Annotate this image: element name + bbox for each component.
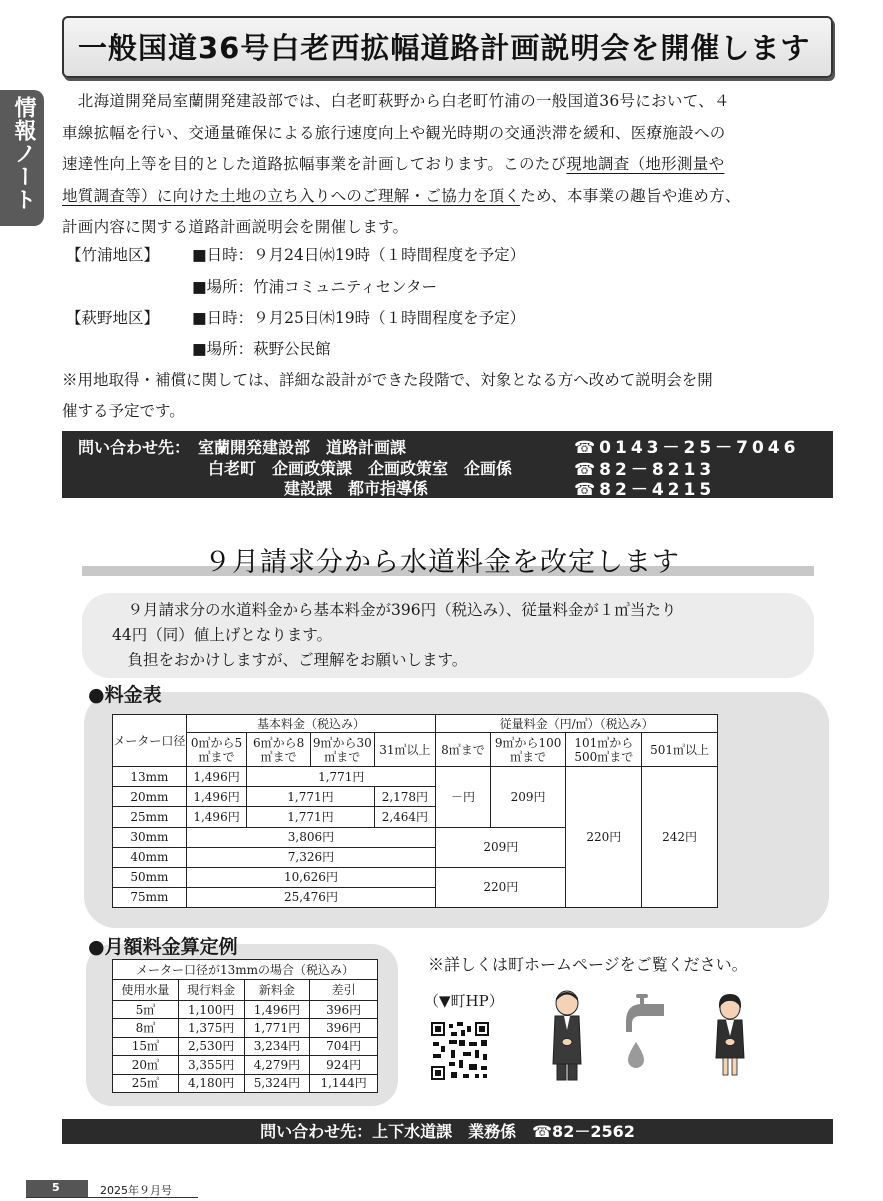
calc-cell: 1,100円 — [178, 1000, 244, 1018]
calc-cell: 3,234円 — [244, 1037, 310, 1055]
rate-cell: 1,771円 — [247, 767, 436, 787]
contact-name: 室蘭開発建設部 道路計画課 — [198, 438, 407, 457]
rate-cell: 220円 — [566, 767, 642, 908]
contact-phone: ☎82－4215 — [574, 480, 716, 500]
rate-heading: ●料金表 — [88, 684, 162, 706]
meter-size: 75mm — [113, 887, 187, 907]
calc-cell: 396円 — [310, 1000, 378, 1018]
calc-cell: 4,180円 — [178, 1074, 244, 1092]
header-meter: メーター口径 — [113, 715, 187, 767]
district-takeura: 【竹浦地区】 — [66, 246, 160, 264]
header-basic: 基本料金（税込み） — [186, 715, 435, 733]
footer-rule — [26, 1197, 198, 1198]
body-line: 計画内容に関する道路計画説明会を開催します。 — [62, 218, 409, 236]
district-hagino: 【萩野地区】 — [66, 309, 160, 327]
calc-cell: 8㎥ — [113, 1019, 179, 1037]
contact-phone: ☎82－8213 — [574, 460, 716, 480]
rate-cell: 1,771円 — [247, 807, 374, 827]
note-line: ※用地取得・補償に関しては、詳細な設計ができた段階で、対象となる方へ改めて説明会を開 — [62, 371, 713, 389]
intro-line: 負担をおかけしますが、ご理解をお願いします。 — [112, 651, 468, 669]
header-usage-sub: 9㎥から100㎥まで — [490, 733, 566, 767]
calc-cell: 924円 — [310, 1056, 378, 1074]
body-line: 地質調査等）に向けた土地の立ち入りへのご理解・ご協力を頂くため、本事業の趣旨や進め方、 — [62, 186, 741, 205]
rate-cell: 3,806円 — [186, 827, 435, 847]
underlined-text: 地質調査等）に向けた土地の立ち入りへのご理解・ご協力を頂く — [62, 186, 521, 205]
contact-phone: ☎0143－25－7046 — [574, 438, 800, 458]
calc-header: 新料金 — [244, 980, 310, 1000]
hp-label: （▼町HP） — [424, 992, 504, 1010]
faucet-icon — [624, 990, 670, 1072]
article2-title: ９月請求分から水道料金を改定します — [204, 547, 680, 578]
rate-cell: 1,496円 — [186, 807, 247, 827]
district-hagino-place: ■場所：萩野公民館 — [192, 340, 331, 358]
meter-size: 50mm — [113, 867, 187, 887]
rate-cell: 220円 — [436, 867, 566, 907]
body-line: 北海道開発局室蘭開発建設部では、白老町萩野から白老町竹浦の一般国道36号において、４ — [62, 92, 730, 110]
calc-cell: 2,530円 — [178, 1037, 244, 1055]
calc-cell: 3,355円 — [178, 1056, 244, 1074]
rate-cell: 2,178円 — [374, 787, 436, 807]
article1-body — [62, 86, 837, 244]
calc-header: 使用水量 — [113, 980, 179, 1000]
contact-label: 問い合わせ先： — [78, 438, 191, 457]
calc-cell: 15㎥ — [113, 1037, 179, 1055]
rate-cell: 10,626円 — [186, 867, 435, 887]
rate-cell: 25,476円 — [186, 887, 435, 907]
calc-cell: 20㎥ — [113, 1056, 179, 1074]
calc-cell: 4,279円 — [244, 1056, 310, 1074]
district-takeura-place: ■場所：竹浦コミュニティセンター — [192, 278, 437, 296]
meter-size: 20mm — [113, 787, 187, 807]
rate-cell: 1,496円 — [186, 767, 247, 787]
body-line: 速達性向上等を目的とした道路拡幅事業を計画しております。このたび現地調査（地形測量や — [62, 155, 725, 173]
calc-header: 現行料金 — [178, 980, 244, 1000]
calc-table — [112, 959, 378, 1093]
article1-contact — [62, 431, 833, 498]
rate-cell: 242円 — [642, 767, 718, 908]
rate-cell: 7,326円 — [186, 847, 435, 867]
header-usage-sub: 501㎥以上 — [642, 733, 718, 767]
rate-cell: 2,464円 — [374, 807, 436, 827]
district-takeura-date: ■日時：９月24日㈬19時（１時間程度を予定） — [192, 246, 526, 264]
note-line: 催する予定です。 — [62, 402, 185, 420]
article2-intro — [82, 593, 814, 678]
contact-name: 白老町 企画政策課 企画政策室 企画係 — [208, 459, 513, 478]
calc-cell: 1,375円 — [178, 1019, 244, 1037]
section-tab-label: 情報ノート — [11, 96, 36, 211]
calc-cell: 25㎥ — [113, 1074, 179, 1092]
rate-table — [112, 714, 718, 908]
calc-heading: ●月額料金算定例 — [88, 936, 238, 958]
bowing-man-icon — [548, 990, 586, 1082]
article1-title: 一般国道36号白老西拡幅道路計画説明会を開催します — [78, 31, 811, 65]
rate-cell: －円 — [436, 767, 491, 827]
contact-name: 建設課 都市指導係 — [284, 479, 429, 498]
calc-header: 差引 — [310, 980, 378, 1000]
qr-code-icon[interactable] — [431, 1022, 489, 1080]
calc-cell: 1,496円 — [244, 1000, 310, 1018]
header-basic-sub: 0㎥から5㎥まで — [186, 733, 247, 767]
header-usage: 従量料金（円/㎥）（税込み） — [436, 715, 718, 733]
header-basic-sub: 31㎥以上 — [374, 733, 436, 767]
calc-caption: メーター口径が13mmの場合（税込み） — [113, 960, 378, 980]
rate-cell: 1,496円 — [186, 787, 247, 807]
article2-contact: 問い合わせ先：上下水道課 業務係 ☎82－2562 — [62, 1119, 833, 1144]
calc-cell: 5㎥ — [113, 1000, 179, 1018]
underlined-text: 現地調査（地形測量や — [566, 155, 725, 173]
intro-line: 44円（同）値上げとなります。 — [112, 626, 332, 644]
header-basic-sub: 9㎥から30㎥まで — [310, 733, 374, 767]
body-line: 車線拡幅を行い、交通量確保による旅行速度向上や観光時期の交通渋滞を緩和、医療施設への — [62, 123, 726, 142]
meter-size: 25mm — [113, 807, 187, 827]
page-number: 5 — [52, 1181, 60, 1194]
meter-size: 30mm — [113, 827, 187, 847]
header-usage-sub: 8㎥まで — [436, 733, 491, 767]
calc-cell: 1,144円 — [310, 1074, 378, 1092]
intro-line: ９月請求分の水道料金から基本料金が396円（税込み）、従量料金が１㎥当たり — [112, 601, 677, 619]
calc-cell: 5,324円 — [244, 1074, 310, 1092]
article1-title-box — [62, 16, 833, 78]
issue-label: 2025年９月号 — [100, 1184, 172, 1197]
rate-cell: 209円 — [436, 827, 566, 867]
rate-cell: 209円 — [490, 767, 566, 827]
meter-size: 40mm — [113, 847, 187, 867]
meter-size: 13mm — [113, 767, 187, 787]
bowing-woman-icon — [712, 992, 748, 1078]
calc-cell: 704円 — [310, 1037, 378, 1055]
calc-cell: 396円 — [310, 1019, 378, 1037]
rate-cell: 1,771円 — [247, 787, 374, 807]
header-usage-sub: 101㎥から500㎥まで — [566, 733, 642, 767]
calc-cell: 1,771円 — [244, 1019, 310, 1037]
section-tab — [0, 90, 44, 226]
homepage-note: ※詳しくは町ホームページをご覧ください。 — [428, 955, 748, 974]
header-basic-sub: 6㎥から8㎥まで — [247, 733, 311, 767]
district-hagino-date: ■日時：９月25日㈭19時（１時間程度を予定） — [192, 309, 526, 327]
